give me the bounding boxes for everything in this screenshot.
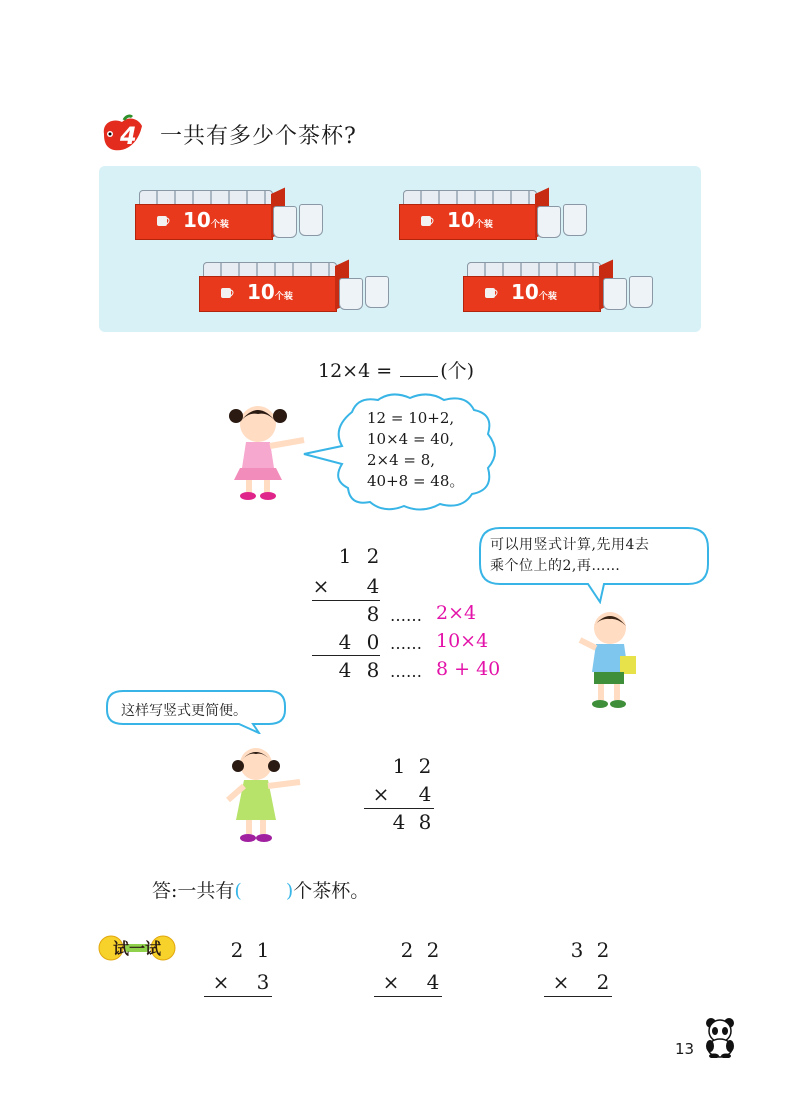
dots: ……	[390, 606, 422, 625]
digit: 2	[596, 938, 610, 962]
bubble-line: 40+8 = 48。	[367, 472, 465, 490]
bubble-line: 可以用竖式计算,先用4去	[490, 537, 650, 553]
digit: 2	[400, 938, 414, 962]
equation-blank	[400, 375, 438, 377]
bubble-line: 乘个位上的2,再……	[490, 558, 621, 574]
digit: 4	[418, 782, 432, 806]
step-note: 10×4	[436, 630, 489, 652]
digit: 3	[570, 938, 584, 962]
dots: ……	[390, 634, 422, 653]
digit: 2	[596, 970, 610, 994]
cup-icon	[419, 212, 435, 228]
teacup-box	[399, 190, 549, 238]
digit: 0	[366, 630, 380, 654]
bubble-line: 12 = 10+2,	[367, 409, 455, 427]
exercise-2	[372, 938, 446, 1002]
boy-with-book-illustration	[576, 606, 642, 710]
teacup-illustration-panel	[99, 166, 701, 332]
times-sign: ×	[552, 970, 570, 994]
digit: 2	[230, 938, 244, 962]
try-label-badge	[98, 934, 176, 962]
short-vertical-calculation	[362, 754, 442, 838]
equation-left: 12×4 =	[318, 360, 393, 382]
equation	[318, 356, 474, 383]
digit: 8	[366, 602, 380, 626]
answer-line	[152, 876, 369, 903]
digit: 4	[426, 970, 440, 994]
digit: 8	[418, 810, 432, 834]
digit: 2	[418, 754, 432, 778]
times-sign: ×	[372, 782, 390, 806]
times-sign: ×	[212, 970, 230, 994]
digit: 4	[366, 574, 380, 598]
digit: 1	[338, 544, 352, 568]
answer-paren-close: )	[285, 880, 294, 902]
digit: 4	[392, 810, 406, 834]
problem-number: 4	[120, 122, 137, 150]
bubble-line: 2×4 = 8,	[367, 451, 436, 469]
box-label-number: 10	[447, 208, 475, 232]
boy-bubble-text	[490, 535, 649, 577]
try-label: 试一试	[112, 939, 162, 958]
calc-line	[312, 600, 380, 601]
girl-pointing-illustration	[218, 398, 310, 502]
digit: 2	[426, 938, 440, 962]
exercise-1	[202, 938, 276, 1002]
digit: 1	[256, 938, 270, 962]
bubble-line: 10×4 = 40,	[367, 430, 455, 448]
cup-icon	[483, 284, 499, 300]
exercise-3	[542, 938, 616, 1002]
box-label-unit: 个装	[538, 292, 557, 302]
box-label-number: 10	[183, 208, 211, 232]
step-note: 2×4	[436, 602, 477, 624]
chili-number-badge-icon	[98, 114, 146, 154]
box-label-unit: 个装	[274, 292, 293, 302]
digit: 8	[366, 658, 380, 682]
page-number: 13	[675, 1040, 695, 1058]
calc-line	[312, 655, 380, 656]
teacup-box	[463, 262, 613, 310]
answer-suffix: 个茶杯。	[293, 880, 370, 902]
problem-question: 一共有多少个茶杯?	[160, 124, 357, 149]
girl-bubble-text	[367, 408, 464, 492]
box-label-number: 10	[247, 280, 275, 304]
times-sign: ×	[312, 574, 330, 598]
equation-unit: (个)	[440, 360, 475, 382]
digit: 2	[366, 544, 380, 568]
step-note: 8 + 40	[436, 658, 501, 680]
calc-line	[544, 996, 612, 997]
digit: 4	[338, 658, 352, 682]
digit: 3	[256, 970, 270, 994]
simple-bubble-text: 这样写竖式更简便。	[121, 703, 247, 719]
box-label-number: 10	[511, 280, 539, 304]
answer-prefix: 答:一共有	[152, 880, 235, 902]
cup-icon	[219, 284, 235, 300]
digit: 4	[338, 630, 352, 654]
box-label-unit: 个装	[210, 220, 229, 230]
box-label-unit: 个装	[474, 220, 493, 230]
panda-icon	[702, 1016, 738, 1058]
cup-icon	[155, 212, 171, 228]
dots: ……	[390, 662, 422, 681]
times-sign: ×	[382, 970, 400, 994]
teacup-box	[199, 262, 349, 310]
calc-line	[374, 996, 442, 997]
digit: 1	[392, 754, 406, 778]
teacup-box	[135, 190, 285, 238]
calc-line	[204, 996, 272, 997]
calc-line	[364, 808, 434, 809]
answer-paren-open: (	[234, 880, 242, 902]
girl-gesturing-illustration	[222, 740, 304, 844]
